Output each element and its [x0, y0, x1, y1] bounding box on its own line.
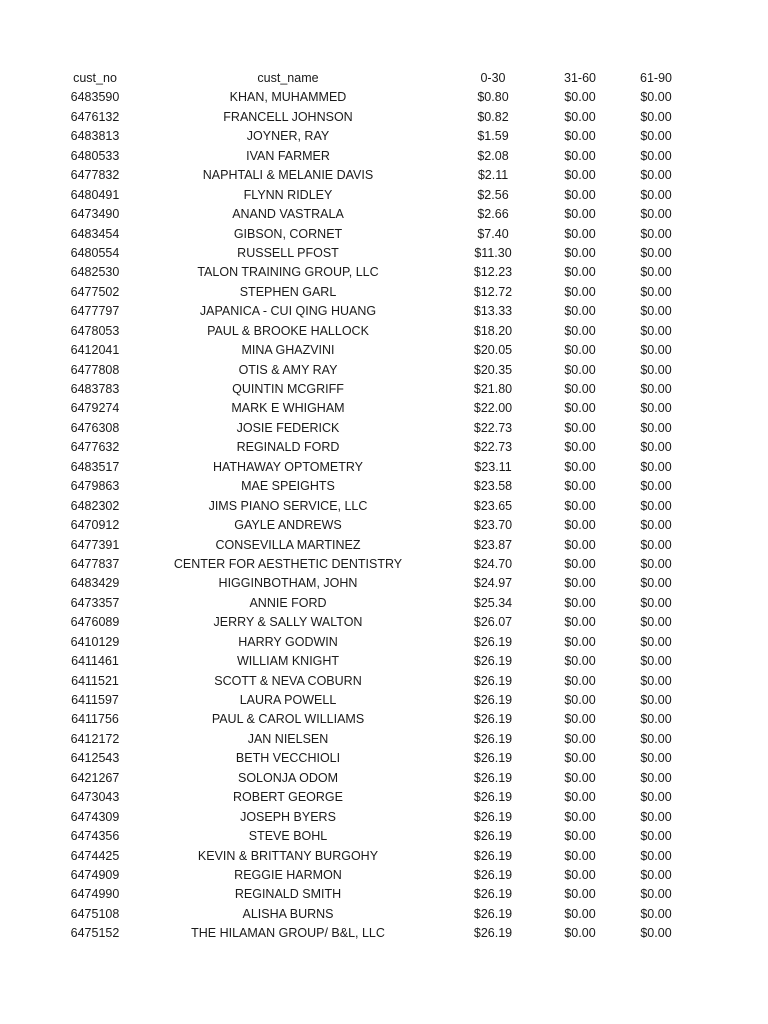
amount-61-90-cell: $0.00	[640, 362, 672, 377]
cust-name-cell: REGGIE HARMON	[234, 867, 342, 882]
table-row	[0, 341, 768, 360]
amount-31-60-cell: $0.00	[564, 790, 596, 805]
table-row	[0, 710, 768, 729]
cust-name-cell: MAE SPEIGHTS	[241, 479, 335, 494]
cust-no-cell: 6475108	[70, 906, 120, 921]
cust-name-cell: JAPANICA - CUI QING HUANG	[199, 304, 377, 319]
cust-name-cell: THE HILAMAN GROUP/ B&L, LLC	[191, 926, 385, 941]
amount-0-30-cell: $26.19	[473, 693, 513, 707]
table-row	[0, 866, 768, 885]
column-header-0-30: 0-30	[480, 71, 506, 85]
table-row	[0, 438, 768, 457]
amount-0-30-cell: $1.59	[477, 129, 509, 144]
cust-name-cell: REGINALD FORD	[236, 440, 340, 455]
cust-name-cell: LAURA POWELL	[239, 693, 337, 707]
table-row	[0, 555, 768, 574]
amount-0-30-cell: $26.19	[473, 751, 513, 766]
amount-0-30-cell: $26.19	[473, 731, 513, 746]
cust-name-cell: STEPHEN GARL	[239, 284, 337, 299]
amount-0-30-cell: $21.80	[473, 382, 513, 396]
cust-no-cell: 6483454	[70, 226, 120, 241]
amount-61-90-cell: $0.00	[640, 168, 672, 183]
amount-0-30-cell: $20.35	[473, 362, 513, 377]
cust-name-cell: HIGGINBOTHAM, JOHN	[218, 576, 358, 591]
cust-no-cell: 6476308	[70, 420, 120, 435]
cust-no-cell: 6483783	[70, 382, 120, 396]
amount-31-60-cell: $0.00	[564, 518, 596, 533]
amount-61-90-cell: $0.00	[640, 848, 672, 863]
cust-name-cell: RUSSELL PFOST	[237, 245, 339, 260]
table-row	[0, 652, 768, 671]
amount-61-90-cell: $0.00	[640, 693, 672, 707]
column-header-61-90: 61-90	[640, 71, 672, 85]
amount-61-90-cell: $0.00	[640, 245, 672, 260]
cust-name-cell: ANNIE FORD	[249, 595, 327, 610]
cust-name-cell: STEVE BOHL	[248, 829, 328, 844]
cust-no-cell: 6483590	[70, 90, 120, 105]
cust-no-cell: 6411756	[71, 712, 119, 727]
table-row	[0, 225, 768, 244]
amount-61-90-cell: $0.00	[640, 673, 672, 688]
table-row	[0, 380, 768, 399]
cust-name-cell: SCOTT & NEVA COBURN	[214, 673, 362, 688]
amount-61-90-cell: $0.00	[640, 712, 672, 727]
amount-61-90-cell: $0.00	[640, 284, 672, 299]
column-header-31-60: 31-60	[564, 71, 596, 85]
cust-no-cell: 6474425	[70, 848, 120, 863]
table-row	[0, 419, 768, 438]
cust-name-cell: QUINTIN MCGRIFF	[232, 382, 344, 396]
amount-61-90-cell: $0.00	[640, 90, 672, 105]
amount-31-60-cell: $0.00	[564, 906, 596, 921]
amount-0-30-cell: $18.20	[473, 323, 513, 338]
cust-name-cell: MARK E WHIGHAM	[231, 401, 345, 416]
cust-name-cell: HARRY GODWIN	[238, 634, 338, 649]
table-row	[0, 574, 768, 593]
amount-31-60-cell: $0.00	[564, 304, 596, 319]
amount-61-90-cell: $0.00	[640, 323, 672, 338]
amount-61-90-cell: $0.00	[640, 887, 672, 902]
table-row	[0, 924, 768, 943]
amount-31-60-cell: $0.00	[564, 654, 596, 669]
cust-name-cell: JAN NIELSEN	[247, 731, 329, 746]
cust-name-cell: JOSIE FEDERICK	[236, 420, 340, 435]
cust-no-cell: 6421267	[70, 770, 120, 785]
cust-no-cell: 6477391	[70, 537, 120, 552]
table-row	[0, 283, 768, 302]
amount-61-90-cell: $0.00	[640, 790, 672, 805]
amount-0-30-cell: $2.11	[477, 168, 509, 183]
cust-name-cell: ALISHA BURNS	[242, 906, 334, 921]
amount-31-60-cell: $0.00	[564, 245, 596, 260]
amount-0-30-cell: $23.65	[473, 498, 513, 513]
amount-61-90-cell: $0.00	[640, 109, 672, 124]
amount-61-90-cell: $0.00	[640, 751, 672, 766]
table-row	[0, 691, 768, 710]
amount-0-30-cell: $26.19	[473, 906, 513, 921]
amount-61-90-cell: $0.00	[640, 654, 672, 669]
table-row	[0, 730, 768, 749]
cust-no-cell: 6474990	[70, 887, 120, 902]
amount-0-30-cell: $2.08	[477, 148, 509, 163]
amount-0-30-cell: $26.19	[473, 634, 513, 649]
table-row	[0, 166, 768, 185]
amount-31-60-cell: $0.00	[564, 926, 596, 941]
cust-no-cell: 6476132	[70, 109, 120, 124]
amount-31-60-cell: $0.00	[564, 343, 596, 358]
cust-name-cell: GIBSON, CORNET	[233, 226, 343, 241]
cust-no-cell: 6482302	[70, 498, 120, 513]
amount-61-90-cell: $0.00	[640, 498, 672, 513]
column-header-cust-no: cust_no	[73, 71, 117, 85]
cust-no-cell: 6477832	[70, 168, 120, 183]
amount-0-30-cell: $13.33	[473, 304, 513, 319]
amount-61-90-cell: $0.00	[640, 148, 672, 163]
table-body	[0, 88, 768, 943]
amount-31-60-cell: $0.00	[564, 712, 596, 727]
cust-name-cell: PAUL & BROOKE HALLOCK	[207, 323, 369, 338]
table-row	[0, 594, 768, 613]
amount-0-30-cell: $2.66	[477, 207, 509, 222]
amount-61-90-cell: $0.00	[640, 595, 672, 610]
cust-name-cell: GAYLE ANDREWS	[234, 518, 342, 533]
cust-no-cell: 6480533	[70, 148, 120, 163]
amount-0-30-cell: $11.30	[474, 245, 512, 260]
amount-61-90-cell: $0.00	[640, 382, 672, 396]
amount-61-90-cell: $0.00	[640, 343, 672, 358]
amount-61-90-cell: $0.00	[640, 226, 672, 241]
amount-31-60-cell: $0.00	[564, 867, 596, 882]
amount-0-30-cell: $2.56	[477, 187, 509, 202]
cust-no-cell: 6412172	[70, 731, 120, 746]
amount-0-30-cell: $26.19	[473, 867, 513, 882]
cust-no-cell: 6411461	[71, 654, 119, 669]
cust-no-cell: 6473357	[70, 595, 120, 610]
cust-name-cell: SOLONJA ODOM	[237, 770, 339, 785]
cust-no-cell: 6483813	[70, 129, 120, 144]
amount-31-60-cell: $0.00	[564, 168, 596, 183]
table-row	[0, 749, 768, 768]
cust-no-cell: 6482530	[70, 265, 120, 280]
cust-name-cell: IVAN FARMER	[246, 148, 330, 163]
amount-0-30-cell: $26.19	[473, 790, 513, 805]
amount-0-30-cell: $23.70	[473, 518, 513, 533]
table-row	[0, 186, 768, 205]
amount-0-30-cell: $26.19	[473, 887, 513, 902]
amount-61-90-cell: $0.00	[640, 420, 672, 435]
table-row	[0, 458, 768, 477]
amount-0-30-cell: $7.40	[477, 226, 509, 241]
cust-name-cell: REGINALD SMITH	[234, 887, 342, 902]
table-row	[0, 205, 768, 224]
amount-61-90-cell: $0.00	[640, 401, 672, 416]
amount-31-60-cell: $0.00	[564, 382, 596, 396]
cust-name-cell: CONSEVILLA MARTINEZ	[215, 537, 361, 552]
amount-31-60-cell: $0.00	[564, 440, 596, 455]
cust-name-cell: BETH VECCHIOLI	[235, 751, 341, 766]
amount-0-30-cell: $22.00	[473, 401, 513, 416]
cust-name-cell: OTIS & AMY RAY	[238, 362, 338, 377]
amount-0-30-cell: $26.19	[473, 829, 513, 844]
table-row	[0, 808, 768, 827]
amount-31-60-cell: $0.00	[564, 148, 596, 163]
amount-0-30-cell: $12.72	[473, 284, 513, 299]
amount-0-30-cell: $25.34	[473, 595, 513, 610]
amount-0-30-cell: $26.19	[473, 809, 513, 824]
table-row	[0, 302, 768, 321]
table-row	[0, 516, 768, 535]
table-row	[0, 827, 768, 846]
cust-no-cell: 6412543	[70, 751, 120, 766]
table-row	[0, 244, 768, 263]
table-row	[0, 322, 768, 341]
table-row	[0, 905, 768, 924]
cust-no-cell: 6477632	[70, 440, 120, 455]
cust-no-cell: 6473043	[70, 790, 120, 805]
amount-0-30-cell: $26.07	[473, 615, 513, 630]
amount-61-90-cell: $0.00	[640, 207, 672, 222]
amount-0-30-cell: $22.73	[473, 420, 513, 435]
amount-0-30-cell: $23.87	[473, 537, 513, 552]
amount-0-30-cell: $24.97	[473, 576, 513, 591]
amount-31-60-cell: $0.00	[564, 537, 596, 552]
amount-61-90-cell: $0.00	[640, 926, 672, 941]
cust-name-cell: KEVIN & BRITTANY BURGOHY	[197, 848, 379, 863]
amount-61-90-cell: $0.00	[640, 304, 672, 319]
table-row	[0, 788, 768, 807]
cust-no-cell: 6473490	[70, 207, 120, 222]
amount-61-90-cell: $0.00	[640, 829, 672, 844]
table-row	[0, 885, 768, 904]
amount-31-60-cell: $0.00	[564, 479, 596, 494]
cust-name-cell: TALON TRAINING GROUP, LLC	[197, 265, 379, 280]
cust-no-cell: 6470912	[70, 518, 120, 533]
amount-61-90-cell: $0.00	[640, 731, 672, 746]
amount-0-30-cell: $26.19	[473, 926, 513, 941]
column-header-cust-name: cust_name	[257, 71, 319, 85]
table-row	[0, 108, 768, 127]
amount-31-60-cell: $0.00	[564, 673, 596, 688]
amount-0-30-cell: $0.80	[477, 90, 509, 105]
amount-31-60-cell: $0.00	[564, 693, 596, 707]
amount-31-60-cell: $0.00	[564, 751, 596, 766]
amount-31-60-cell: $0.00	[564, 770, 596, 785]
table-row	[0, 127, 768, 146]
cust-no-cell: 6480491	[70, 187, 120, 202]
cust-name-cell: NAPHTALI & MELANIE DAVIS	[202, 168, 374, 183]
customer-aging-table	[0, 69, 768, 944]
amount-61-90-cell: $0.00	[640, 187, 672, 202]
amount-61-90-cell: $0.00	[640, 440, 672, 455]
amount-0-30-cell: $12.23	[473, 265, 513, 280]
cust-name-cell: ROBERT GEORGE	[233, 790, 343, 805]
table-row	[0, 361, 768, 380]
amount-0-30-cell: $20.05	[473, 343, 513, 358]
amount-31-60-cell: $0.00	[564, 809, 596, 824]
amount-31-60-cell: $0.00	[564, 498, 596, 513]
amount-0-30-cell: $26.19	[473, 848, 513, 863]
cust-no-cell: 6480554	[70, 245, 120, 260]
amount-61-90-cell: $0.00	[640, 459, 672, 474]
cust-name-cell: MINA GHAZVINI	[241, 343, 335, 358]
amount-61-90-cell: $0.00	[640, 615, 672, 630]
cust-name-cell: KHAN, MUHAMMED	[229, 90, 347, 105]
amount-61-90-cell: $0.00	[640, 809, 672, 824]
cust-no-cell: 6475152	[70, 926, 120, 941]
cust-name-cell: JOYNER, RAY	[246, 129, 330, 144]
amount-61-90-cell: $0.00	[640, 906, 672, 921]
amount-31-60-cell: $0.00	[564, 634, 596, 649]
amount-0-30-cell: $23.11	[474, 459, 512, 474]
cust-name-cell: FLYNN RIDLEY	[243, 187, 333, 202]
amount-31-60-cell: $0.00	[564, 829, 596, 844]
cust-no-cell: 6474309	[70, 809, 120, 824]
cust-no-cell: 6412041	[70, 343, 120, 358]
amount-31-60-cell: $0.00	[564, 187, 596, 202]
amount-61-90-cell: $0.00	[640, 518, 672, 533]
table-row	[0, 769, 768, 788]
amount-31-60-cell: $0.00	[564, 556, 596, 571]
amount-31-60-cell: $0.00	[564, 323, 596, 338]
table-row	[0, 672, 768, 691]
table-row	[0, 477, 768, 496]
amount-61-90-cell: $0.00	[640, 556, 672, 571]
cust-name-cell: JIMS PIANO SERVICE, LLC	[208, 498, 368, 513]
table-row	[0, 497, 768, 516]
amount-31-60-cell: $0.00	[564, 109, 596, 124]
amount-61-90-cell: $0.00	[640, 867, 672, 882]
amount-31-60-cell: $0.00	[564, 731, 596, 746]
cust-name-cell: FRANCELL JOHNSON	[223, 109, 353, 124]
cust-no-cell: 6411597	[71, 693, 119, 707]
cust-name-cell: PAUL & CAROL WILLIAMS	[211, 712, 365, 727]
cust-no-cell: 6477808	[70, 362, 120, 377]
amount-0-30-cell: $22.73	[473, 440, 513, 455]
cust-no-cell: 6478053	[70, 323, 120, 338]
amount-31-60-cell: $0.00	[564, 848, 596, 863]
cust-no-cell: 6479274	[70, 401, 120, 416]
table-row	[0, 536, 768, 555]
amount-61-90-cell: $0.00	[640, 537, 672, 552]
amount-31-60-cell: $0.00	[564, 362, 596, 377]
cust-no-cell: 6477502	[70, 284, 120, 299]
cust-no-cell: 6474909	[70, 867, 120, 882]
amount-31-60-cell: $0.00	[564, 284, 596, 299]
cust-no-cell: 6479863	[70, 479, 120, 494]
table-row	[0, 263, 768, 282]
cust-no-cell: 6483517	[70, 459, 120, 474]
cust-no-cell: 6474356	[70, 829, 120, 844]
cust-no-cell: 6411521	[71, 673, 119, 688]
amount-31-60-cell: $0.00	[564, 887, 596, 902]
amount-31-60-cell: $0.00	[564, 420, 596, 435]
cust-name-cell: WILLIAM KNIGHT	[236, 654, 340, 669]
cust-name-cell: JERRY & SALLY WALTON	[213, 615, 363, 630]
table-header-row	[0, 69, 768, 88]
amount-61-90-cell: $0.00	[640, 479, 672, 494]
amount-61-90-cell: $0.00	[640, 129, 672, 144]
amount-31-60-cell: $0.00	[564, 226, 596, 241]
cust-no-cell: 6476089	[70, 615, 120, 630]
amount-0-30-cell: $26.19	[473, 712, 513, 727]
table-row	[0, 633, 768, 652]
table-row	[0, 88, 768, 107]
cust-no-cell: 6410129	[70, 634, 120, 649]
amount-31-60-cell: $0.00	[564, 615, 596, 630]
amount-0-30-cell: $26.19	[473, 770, 513, 785]
cust-no-cell: 6477797	[70, 304, 120, 319]
amount-31-60-cell: $0.00	[564, 207, 596, 222]
amount-61-90-cell: $0.00	[640, 265, 672, 280]
amount-31-60-cell: $0.00	[564, 129, 596, 144]
cust-no-cell: 6483429	[70, 576, 120, 591]
cust-no-cell: 6477837	[70, 556, 120, 571]
amount-31-60-cell: $0.00	[564, 401, 596, 416]
amount-31-60-cell: $0.00	[564, 576, 596, 591]
amount-31-60-cell: $0.00	[564, 90, 596, 105]
cust-name-cell: JOSEPH BYERS	[240, 809, 336, 824]
table-row	[0, 613, 768, 632]
cust-name-cell: CENTER FOR AESTHETIC DENTISTRY	[173, 556, 403, 571]
amount-31-60-cell: $0.00	[564, 265, 596, 280]
amount-0-30-cell: $26.19	[473, 654, 513, 669]
amount-31-60-cell: $0.00	[564, 459, 596, 474]
table-row	[0, 847, 768, 866]
cust-name-cell: ANAND VASTRALA	[232, 207, 344, 222]
amount-61-90-cell: $0.00	[640, 576, 672, 591]
cust-name-cell: HATHAWAY OPTOMETRY	[212, 459, 364, 474]
amount-61-90-cell: $0.00	[640, 770, 672, 785]
amount-0-30-cell: $0.82	[477, 109, 509, 124]
table-row	[0, 147, 768, 166]
amount-0-30-cell: $23.58	[473, 479, 513, 494]
amount-0-30-cell: $24.70	[473, 556, 513, 571]
amount-0-30-cell: $26.19	[473, 673, 513, 688]
amount-61-90-cell: $0.00	[640, 634, 672, 649]
table-row	[0, 399, 768, 418]
amount-31-60-cell: $0.00	[564, 595, 596, 610]
